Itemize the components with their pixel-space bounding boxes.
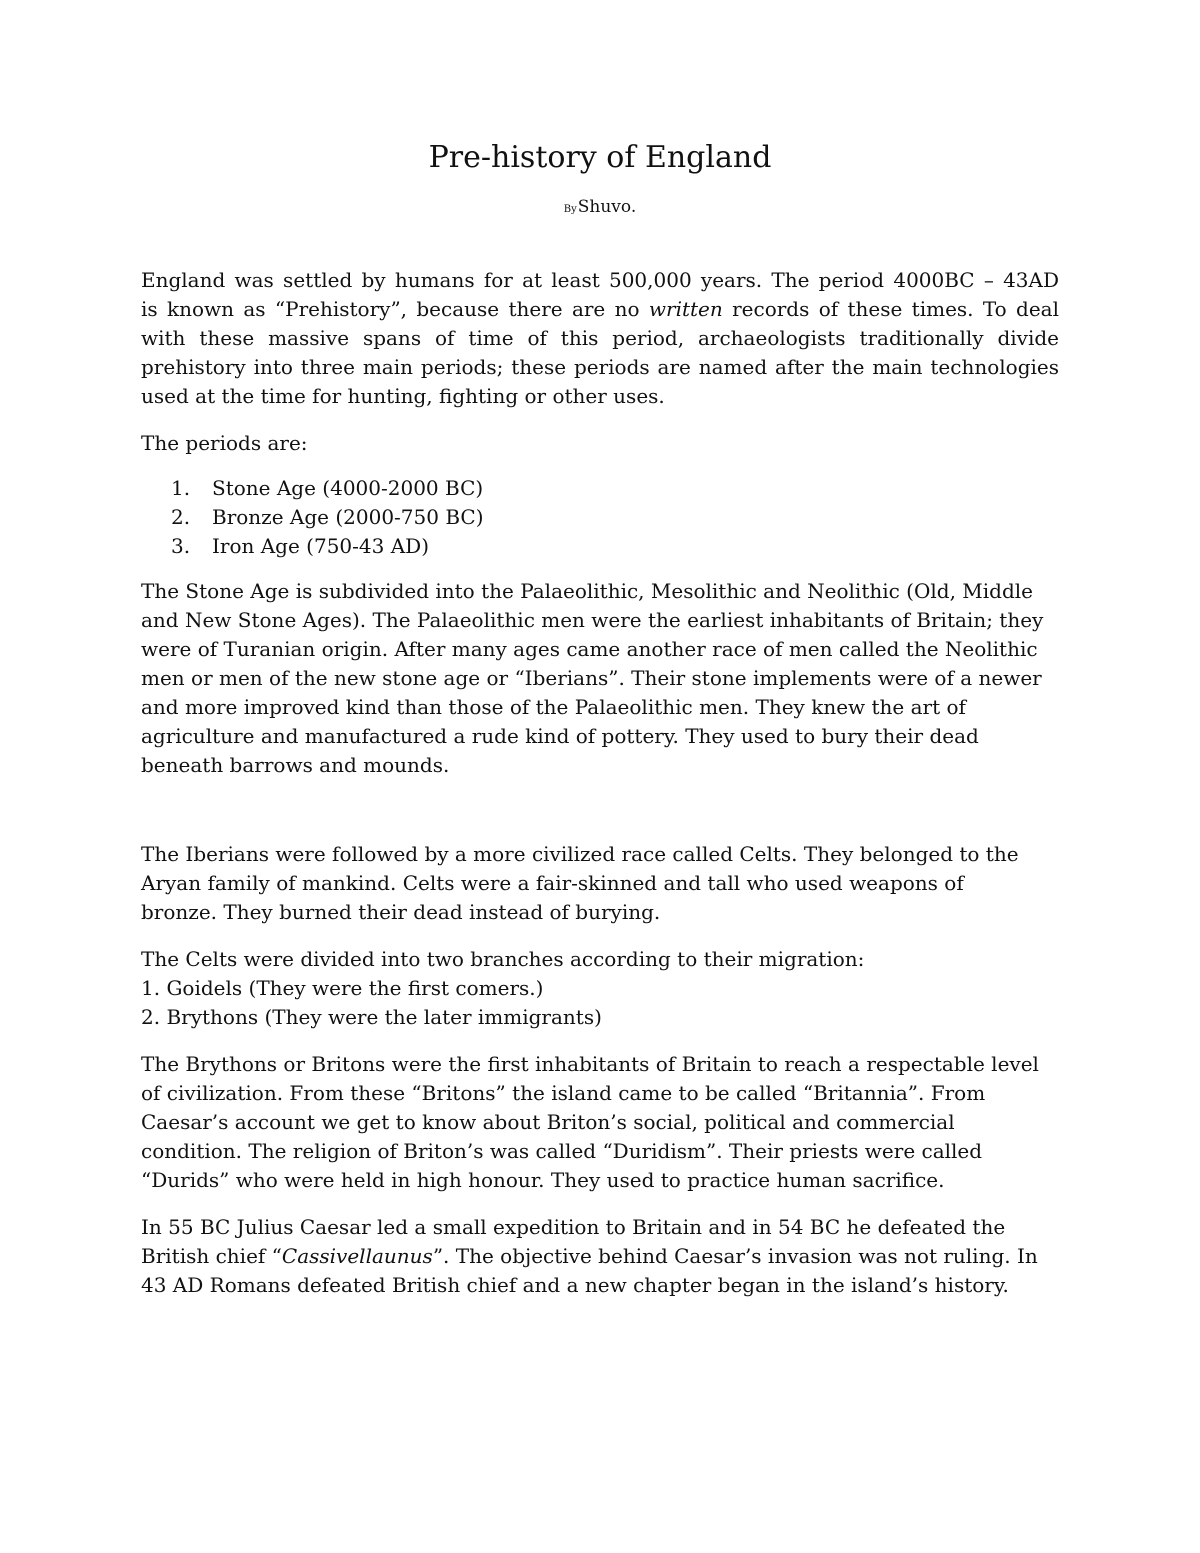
paragraph-line: The Iberians were followed by a more civilized race called Celts. They belonged to the <box>141 842 1019 866</box>
paragraph-line: men or men of the new stone age or “Iberians”. Their stone implements were of a newer <box>141 666 1042 690</box>
intro-emphasis: written <box>648 297 723 321</box>
list-item-number: 1. <box>171 476 191 500</box>
intro-line: used at the time for hunting, fighting or other uses. <box>141 384 665 408</box>
list-item <box>141 532 1059 561</box>
list-item-text: Bronze Age (2000-750 BC) <box>212 505 484 529</box>
paragraph-line: Caesar’s account we get to know about Briton’s social, political and commercial <box>141 1110 955 1134</box>
periods-intro: The periods are: <box>141 431 308 455</box>
intro-line: with these massive spans of time of this period, archaeologists traditionally divide <box>141 326 1059 350</box>
caesar-emphasis: Cassivellaunus <box>281 1244 433 1268</box>
stone-age-paragraph <box>141 577 1059 780</box>
brythons-paragraph <box>141 1050 1059 1195</box>
periods-list <box>141 474 1059 561</box>
paragraph-line: agriculture and manufactured a rude kind of pottery. They used to bury their dead <box>141 724 979 748</box>
paragraph-line: In 55 BC Julius Caesar led a small expedition to Britain and in 54 BC he defeated the <box>141 1215 1006 1239</box>
paragraph-line: Aryan family of mankind. Celts were a fair-skinned and tall who used weapons of <box>141 871 964 895</box>
intro-line: England was settled by humans for at least 500,000 years. The period 4000BC – 43AD <box>141 268 1059 292</box>
paragraph-line: of civilization. From these “Britons” the island came to be called “Britannia”. From <box>141 1081 986 1105</box>
byline-by: By <box>563 204 577 215</box>
intro-line-part: is known as “Prehistory”, because there are no <box>141 297 640 321</box>
list-item-number: 3. <box>171 534 191 558</box>
paragraph-line: bronze. They burned their dead instead of burying. <box>141 900 661 924</box>
paragraph-line: The Brythons or Britons were the first inhabitants of Britain to reach a respectable level <box>141 1052 1039 1076</box>
list-item-number: 2. <box>171 505 191 529</box>
caesar-line-part: ”. The objective behind Caesar’s invasion was not ruling. In <box>432 1244 1038 1268</box>
paragraph-line: “Durids” who were held in high honour. They used to practice human sacrifice. <box>141 1168 945 1192</box>
paragraph-line: were of Turanian origin. After many ages came another race of men called the Neolithic <box>141 637 1038 661</box>
page-title: Pre-history of England <box>428 140 772 175</box>
branch-item: 2. Brythons (They were the later immigrants) <box>141 1005 602 1029</box>
paragraph-line: condition. The religion of Briton’s was called “Duridism”. Their priests were called <box>141 1139 983 1163</box>
list-item <box>141 503 1059 532</box>
document-body <box>141 266 1059 1300</box>
paragraph-line: beneath barrows and mounds. <box>141 753 450 777</box>
intro-line <box>141 295 1059 324</box>
paragraph-line: and New Stone Ages). The Palaeolithic men were the earliest inhabitants of Britain; they <box>141 608 1044 632</box>
caesar-paragraph <box>141 1213 1059 1300</box>
paragraph-line: 43 AD Romans defeated British chief and a new chapter began in the island’s history. <box>141 1273 1009 1297</box>
byline <box>0 196 1200 221</box>
list-item-text: Iron Age (750-43 AD) <box>212 534 430 558</box>
list-item-text: Stone Age (4000-2000 BC) <box>212 476 484 500</box>
intro-paragraph <box>141 266 1059 411</box>
list-item <box>141 474 1059 503</box>
paragraph-line: The Stone Age is subdivided into the Palaeolithic, Mesolithic and Neolithic (Old, Middle <box>141 579 1034 603</box>
byline-author: Shuvo. <box>577 197 637 217</box>
branch-item: 1. Goidels (They were the first comers.) <box>141 976 544 1000</box>
celts-divided: The Celts were divided into two branches according to their migration: <box>141 947 865 971</box>
intro-line: prehistory into three main periods; these periods are named after the main technologies <box>141 355 1059 379</box>
celts-paragraph <box>141 840 1059 927</box>
intro-line-part: records of these times. To deal <box>732 297 1060 321</box>
caesar-line-part: British chief “ <box>141 1244 282 1268</box>
paragraph-line: and more improved kind than those of the Palaeolithic men. They knew the art of <box>141 695 966 719</box>
paragraph-line <box>141 1242 1059 1271</box>
